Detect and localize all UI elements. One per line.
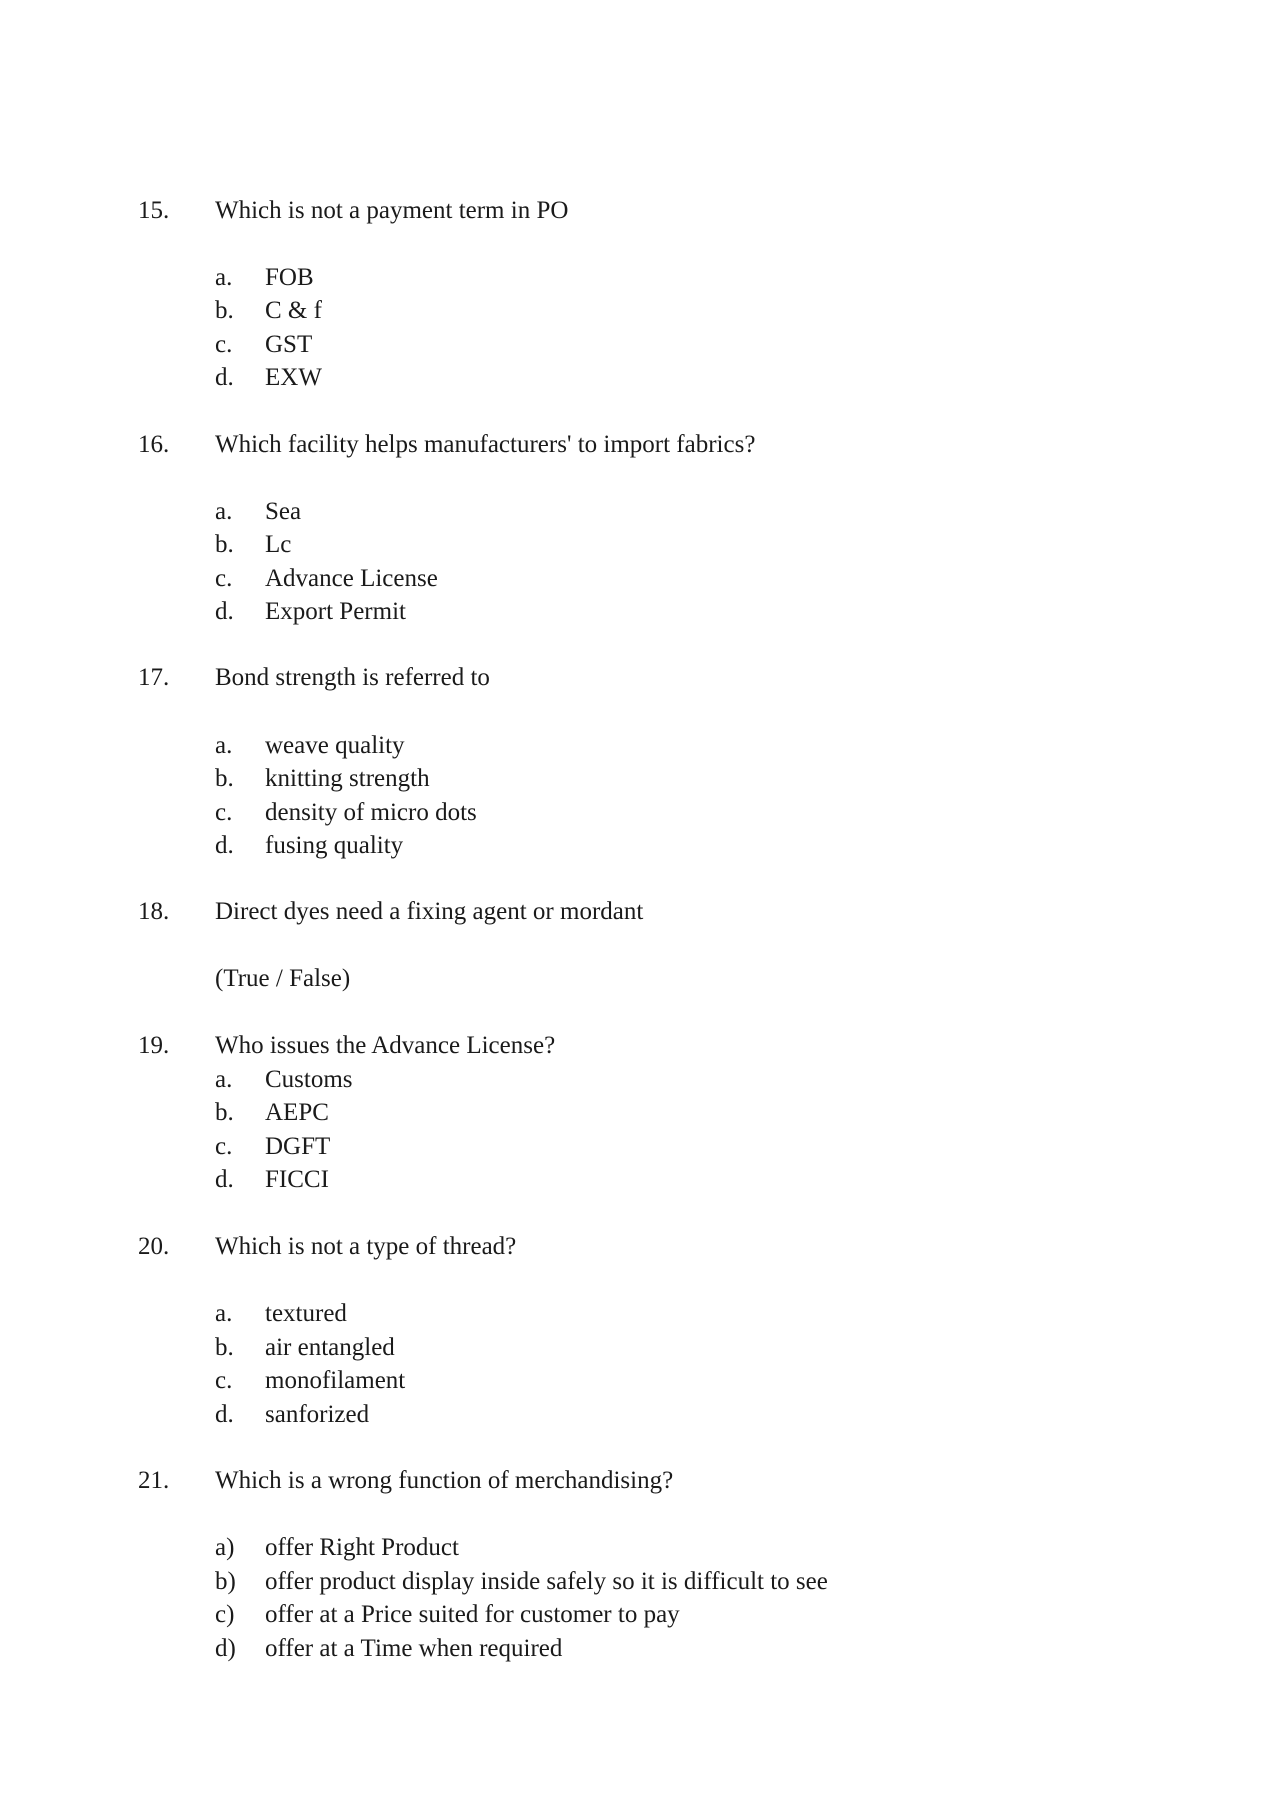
question-number: 15.: [138, 197, 170, 224]
option-text: AEPC: [265, 1099, 329, 1126]
option-text: GST: [265, 331, 313, 358]
option-text: offer at a Price suited for customer to pay: [265, 1601, 680, 1628]
option-label: b): [215, 1568, 236, 1595]
option-label: d.: [215, 598, 234, 625]
question-text: Which facility helps manufacturers' to import fabrics?: [215, 431, 756, 458]
option-text: weave quality: [265, 732, 405, 759]
option-text: air entangled: [265, 1334, 395, 1361]
option-text: FOB: [265, 264, 314, 291]
option-label: b.: [215, 297, 234, 324]
question-text: Bond strength is referred to: [215, 664, 490, 691]
option-label: a.: [215, 1300, 233, 1327]
question-number: 16.: [138, 431, 170, 458]
option-label: b.: [215, 531, 234, 558]
question-number: 20.: [138, 1233, 170, 1260]
question-text: Which is a wrong function of merchandising?: [215, 1467, 674, 1494]
question-text: Which is not a type of thread?: [215, 1233, 517, 1260]
option-label: c.: [215, 331, 233, 358]
option-text: Sea: [265, 498, 302, 525]
option-label: d.: [215, 364, 234, 391]
option-label: a): [215, 1534, 235, 1561]
option-label: a.: [215, 498, 233, 525]
question-number: 18.: [138, 898, 170, 925]
option-text: knitting strength: [265, 765, 430, 792]
question-number: 21.: [138, 1467, 170, 1494]
option-label: a.: [215, 264, 233, 291]
option-label: c.: [215, 799, 233, 826]
question-number: 19.: [138, 1032, 170, 1059]
question-text: Who issues the Advance License?: [215, 1032, 556, 1059]
option-label: c.: [215, 565, 233, 592]
option-text: density of micro dots: [265, 799, 477, 826]
option-label: b.: [215, 1334, 234, 1361]
option-text: DGFT: [265, 1133, 331, 1160]
option-text: sanforized: [265, 1401, 370, 1428]
option-text: EXW: [265, 364, 322, 391]
option-text: Lc: [265, 531, 292, 558]
option-text: Advance License: [265, 565, 438, 592]
option-label: d.: [215, 1166, 234, 1193]
option-label: c.: [215, 1133, 233, 1160]
option-text: C & f: [265, 297, 322, 324]
option-text: Customs: [265, 1066, 353, 1093]
question-number: 17.: [138, 664, 170, 691]
option-label: a.: [215, 1066, 233, 1093]
option-label: b.: [215, 1099, 234, 1126]
option-label: c.: [215, 1367, 233, 1394]
option-label: c): [215, 1601, 235, 1628]
option-text: offer Right Product: [265, 1534, 459, 1561]
option-label: d.: [215, 832, 234, 859]
option-text: textured: [265, 1300, 347, 1327]
option-label: a.: [215, 732, 233, 759]
question-text: Direct dyes need a fixing agent or mordant: [215, 898, 644, 925]
option-text: Export Permit: [265, 598, 406, 625]
option-text: fusing quality: [265, 832, 404, 859]
option-label: d): [215, 1635, 236, 1662]
question-text: Which is not a payment term in PO: [215, 197, 569, 224]
option-text: FICCI: [265, 1166, 329, 1193]
option-text: monofilament: [265, 1367, 406, 1394]
option-label: b.: [215, 765, 234, 792]
option-text: offer product display inside safely so it is difficult to see: [265, 1568, 828, 1595]
option-label: d.: [215, 1401, 234, 1428]
true-false-hint: (True / False): [215, 965, 351, 992]
option-text: offer at a Time when required: [265, 1635, 563, 1662]
